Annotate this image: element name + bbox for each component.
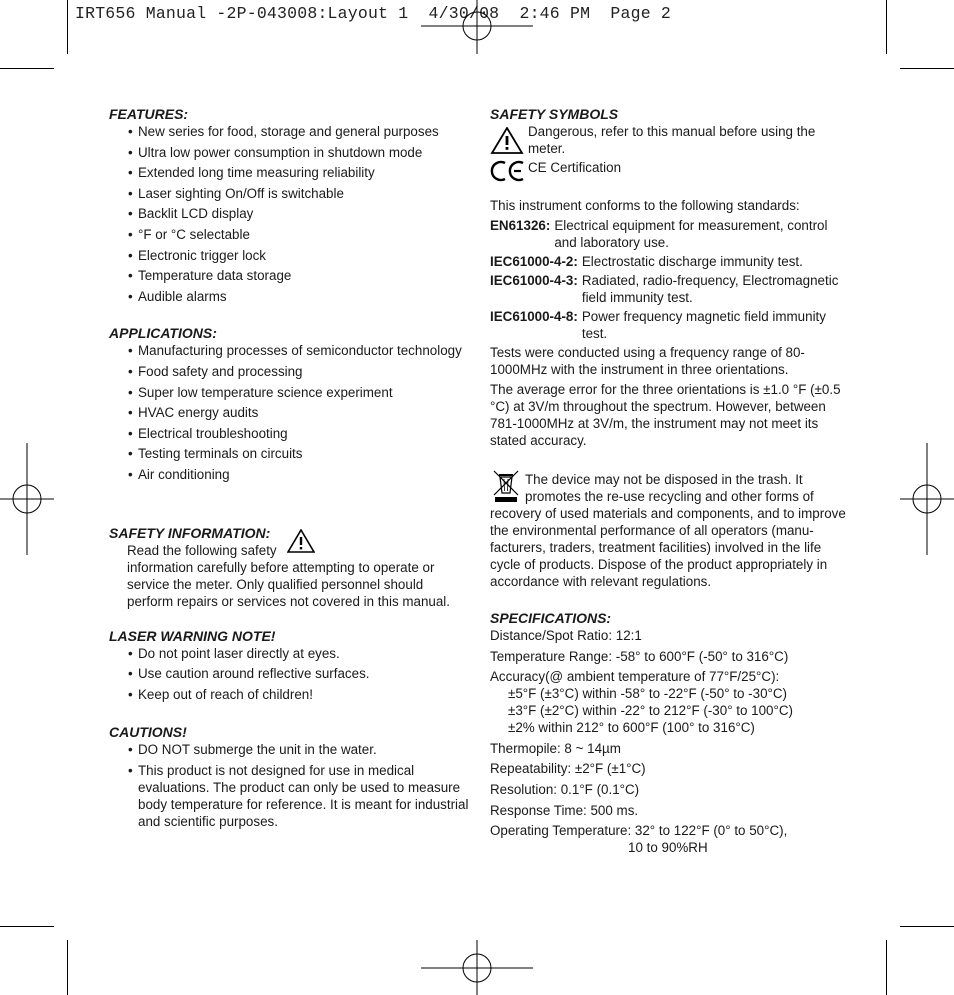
crop-mark bbox=[900, 926, 954, 927]
error-text: The average error for the three orientations is ±1.0 °F (±0.5 °C) at 3V/m throughout the spectrum. However, between 781-1000MHz at 3V/m, the instrument may not meet its stated accuracy. bbox=[490, 382, 841, 448]
crop-mark bbox=[886, 940, 887, 995]
standard-value: Electrostatic discharge immunity test. bbox=[581, 254, 803, 269]
list-item: • DO NOT submerge the unit in the water. bbox=[109, 741, 469, 758]
list-item: • HVAC energy audits bbox=[109, 404, 469, 421]
crop-mark bbox=[0, 926, 54, 927]
disposal-text: The device may not be disposed in the trash. It promotes the re-use recycling and other forms of recovery of used materials and components, and to improve the environmental performance of all operators (manu-facturers, traders, treatment facilities) involved in the life cycle of products. Dispose of the product appropriately in accordance with relevant regulations. bbox=[490, 472, 846, 589]
list-item: • Food safety and processing bbox=[109, 363, 469, 380]
list-item: • Use caution around reflective surfaces. bbox=[109, 665, 469, 682]
crossed-out-bin-icon bbox=[490, 469, 522, 503]
crop-mark bbox=[0, 68, 54, 69]
spec-accuracy-line: ±5°F (±3°C) within -58° to -22°F (-50° to -30°C) bbox=[508, 686, 788, 702]
standard-row bbox=[490, 217, 850, 251]
standard-key: IEC61000-4-2: bbox=[490, 254, 578, 269]
list-item: • Temperature data storage bbox=[109, 267, 469, 284]
standard-row bbox=[490, 308, 850, 342]
list-item: • Testing terminals on circuits bbox=[109, 445, 469, 462]
features-heading: FEATURES: bbox=[109, 106, 189, 122]
safety-information-text: information carefully before attempting to operate or service the meter. Only qualified personnel should perform repairs or services not covered in this manual. bbox=[127, 559, 450, 609]
danger-symbol-text: Dangerous, refer to this manual before using the meter. bbox=[528, 124, 816, 156]
specifications-heading: SPECIFICATIONS: bbox=[490, 610, 612, 626]
spec-response: Response Time: 500 ms. bbox=[490, 802, 639, 818]
list-item: • Electrical troubleshooting bbox=[109, 425, 469, 442]
ce-certification-text: CE Certification bbox=[528, 160, 622, 175]
cautions-heading: CAUTIONS! bbox=[109, 724, 187, 741]
registration-mark-icon bbox=[0, 443, 54, 555]
spec-accuracy-line: ±2% within 212° to 600°F (100° to 316°C) bbox=[508, 720, 755, 736]
features-list bbox=[109, 123, 469, 305]
list-item: • Ultra low power consumption in shutdown mode bbox=[109, 144, 469, 161]
warning-triangle-icon bbox=[490, 127, 524, 155]
spec-range: Temperature Range: -58° to 600°F (-50° to 316°C) bbox=[490, 648, 789, 664]
list-item: • Backlit LCD display bbox=[109, 205, 469, 222]
standard-value: Radiated, radio-frequency, Electromagnetic field immunity test. bbox=[581, 273, 839, 305]
standard-key: IEC61000-4-8: bbox=[490, 309, 578, 324]
list-item: • Extended long time measuring reliability bbox=[109, 164, 469, 181]
standard-value: Power frequency magnetic field immunity test. bbox=[581, 309, 826, 341]
standard-value: Electrical equipment for measurement, control and laboratory use. bbox=[554, 218, 828, 250]
list-item: • Electronic trigger lock bbox=[109, 247, 469, 264]
crop-mark bbox=[900, 68, 954, 69]
list-item: • °F or °C selectable bbox=[109, 226, 469, 243]
spec-accuracy: Accuracy(@ ambient temperature of 77°F/25°C): bbox=[490, 669, 780, 685]
print-slug-header: IRT656 Manual -2P-043008:Layout 1 4/30/08 2:46 PM Page 2 bbox=[75, 4, 671, 23]
warning-triangle-icon bbox=[287, 529, 315, 553]
safety-information-heading: SAFETY INFORMATION: bbox=[109, 524, 271, 541]
applications-list bbox=[109, 342, 469, 483]
crop-mark bbox=[67, 0, 68, 54]
safety-symbols-heading: SAFETY SYMBOLS bbox=[490, 106, 619, 122]
spec-thermopile: Thermopile: 8 ~ 14µm bbox=[490, 740, 621, 756]
list-item: • Manufacturing processes of semiconductor technology bbox=[109, 342, 469, 359]
spec-distance: Distance/Spot Ratio: 12:1 bbox=[490, 628, 642, 643]
laser-warning-list bbox=[109, 645, 469, 703]
right-column bbox=[490, 106, 850, 856]
list-item: • Laser sighting On/Off is switchable bbox=[109, 185, 469, 202]
ce-mark-icon bbox=[490, 159, 526, 183]
crop-mark bbox=[886, 0, 887, 54]
spec-operating-humidity: 10 to 90%RH bbox=[628, 840, 708, 856]
registration-mark-icon bbox=[421, 940, 533, 995]
registration-mark-icon bbox=[900, 443, 954, 555]
spec-resolution: Resolution: 0.1°F (0.1°C) bbox=[490, 781, 640, 797]
standard-key: EN61326: bbox=[490, 218, 551, 233]
list-item: • New series for food, storage and general purposes bbox=[109, 123, 469, 140]
standard-row bbox=[490, 272, 850, 306]
crop-mark bbox=[67, 940, 68, 995]
cautions-list bbox=[109, 741, 469, 830]
applications-heading: APPLICATIONS: bbox=[109, 325, 217, 342]
standard-row bbox=[490, 253, 850, 270]
list-item: • Super low temperature science experiment bbox=[109, 384, 469, 401]
spec-operating: Operating Temperature: 32° to 122°F (0° to 50°C), bbox=[490, 823, 788, 839]
standards-intro: This instrument conforms to the following standards: bbox=[490, 198, 800, 213]
list-item: • Keep out of reach of children! bbox=[109, 686, 469, 703]
list-item: • This product is not designed for use in medical evaluations. The product can only be used to measure body temperature for reference. It is meant for industrial and scientific purposes. bbox=[109, 762, 469, 830]
tests-text: Tests were conducted using a frequency range of 80-1000MHz with the instrument in three orientations. bbox=[490, 345, 805, 377]
left-column bbox=[109, 106, 469, 833]
standard-key: IEC61000-4-3: bbox=[490, 273, 578, 288]
spec-repeatability: Repeatability: ±2°F (±1°C) bbox=[490, 761, 646, 777]
list-item: • Air conditioning bbox=[109, 466, 469, 483]
safety-information-line1: Read the following safety bbox=[127, 542, 277, 558]
laser-warning-heading: LASER WARNING NOTE! bbox=[109, 627, 276, 644]
registration-mark-icon bbox=[421, 0, 533, 54]
list-item: • Audible alarms bbox=[109, 288, 469, 305]
spec-accuracy-line: ±3°F (±2°C) within -22° to 212°F (-30° to 100°C) bbox=[508, 703, 793, 719]
list-item: • Do not point laser directly at eyes. bbox=[109, 645, 469, 662]
